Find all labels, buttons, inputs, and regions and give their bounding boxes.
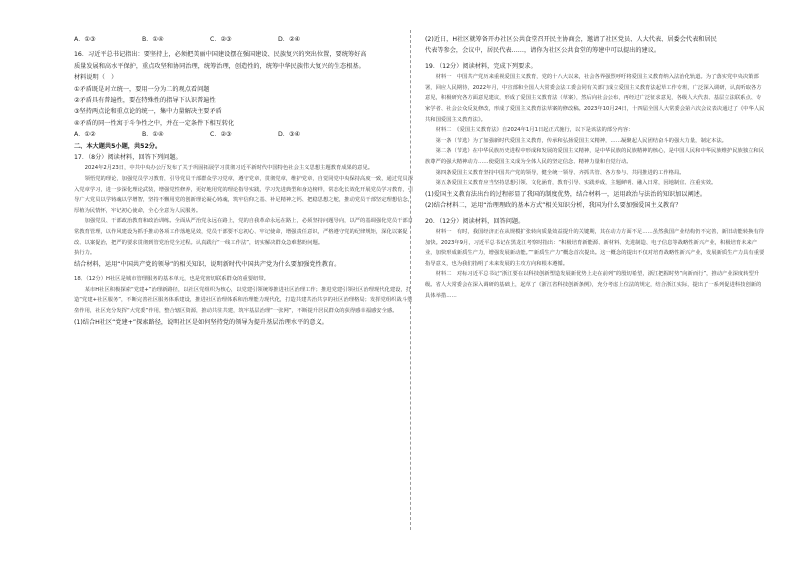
q17-paragraph: 加强党员、干部政治教育和政治训练。全面从严治党永远在路上，党的自我革命永远在路上，必须坚持问题导向，以严的基调强化党员干部日常教育管理，以作风建设为抓手推动各项工作落地见效，党员干部要不忘初心、牢记使命，增强责任意识，严格遵守党的纪律规矩，深化以案促改、以案促治，把严的要求贯彻到管党治党全过程。认真践行“一线工作法”，切实解决群众急难愁盼问题。 [74, 218, 414, 246]
q17-task: 结合材料，运用“中国共产党的领导”的相关知识，说明新时代中国共产党为什么要加强党性教育。 [74, 260, 341, 268]
q20-material-2 [425, 269, 765, 301]
q19-material-1 [425, 72, 765, 125]
law-article: 第五条爱国主义教育应当坚持思想引领、文化涵育，教育引导、实践养成，主题鲜明、融入日常，因地制宜、注重实效。 [435, 180, 717, 187]
material-text: 对标习近平总书记“浙江要在以科技创新塑造发展新优势上走在前列”的殷切希望，浙江把握时势“向新而行”，推动产业深度转型升级。省人大常委会在深入调研的基础上，起草了《浙江省科技创新条例》，充分考虑上位法的规定，结合浙江实际，提出了一系列促进科技创新的具体举措…… [425, 271, 762, 299]
material-text: 《爱国主义教育法》自2024年1月1日起正式施行，以下是该法的部分内容： [456, 127, 634, 134]
q19-material-2 [425, 125, 765, 136]
q17-paragraph: 领悟党的理论，加强党员学习教育，引导党员干部群众学习党章，遵守党章，贯彻党章，维护党章，自觉同党中央保持高度一致，通过党员深入党章学习，进一步深化理论武装，增强党性修养，更好地用党的理论指导实践，学习先进典型和身边榜样，常态化长效化开展党员学习教育，引导广大党员以学铸魂以学增智，坚持不懈用党的创新理论凝心铸魂，筑牢信仰之基、补足精神之钙、把稳思想之舵，推动党员干部坚定理想信念，厚植为民情怀，牢记初心使命，全心全意为人民服务。 [74, 176, 414, 214]
material-label: 材料二 [435, 127, 452, 134]
q16-item: ④矛盾的同一性寓于斗争性之中，并在一定条件下相互转化 [74, 119, 235, 127]
left-column [74, 34, 414, 328]
q16-material: 材料说明（ ） [74, 74, 118, 82]
material-text: 中国共产党历来重视爱国主义教育，党的十八大以来，社会各界强烈呼吁将爱国主义教育纳入法治化轨道。为了落实党中央决策部署，回应人民期待，2022年月，中宣部和全国人大常委会法工委会同有关部门成立爱国主义教育法起草工作专班，广泛深入调研，认真听取各方意见，积极研究各方面意见建议，形成了爱国主义教育法（草案），然后向社会公布，再经过广泛征求意见，各级人大代表、基层立法联系点、专家学者、社会公众反复修改，形成了爱国主义教育法草案的修改稿。2023年10月24日，十四届全国人大常委会第六次会议表决通过了《中华人民共和国爱国主义教育法》。 [425, 74, 765, 123]
q18-2-text: (2)近日，H社区就筹备开办社区公共食堂召开民主协商会，邀请了社区党员、人大代表、居委会代表和居民 [425, 36, 717, 43]
option: B．①④ [142, 131, 164, 139]
q18-paragraph: 某市H社区积极探索“党建+”治理新路径，以社区党组织为核心，以党建引领统筹推进社区治理工作；推进党建引领社区治理现代化建设，打造“党建+社区服务”，不断完善社区服务体系建设，推进社区治理体系和治理能力现代化，打造共建共治共享的社区治理格局；发挥党组织战斗堡垒作用，社区充分发挥“大党委”作用，整合辖区资源，推动共驻共建，筑牢基层治理“一张网”，不断提升居民群众的获得感幸福感安全感。 [74, 286, 413, 314]
column-divider [410, 30, 411, 530]
q17-head: 17．（8分）阅读材料，回答下列问题。 [74, 154, 182, 162]
option: C．②③ [210, 36, 232, 43]
q16-item: ③坚持两点论和重点论的统一，集中力量解决主要矛盾 [74, 108, 222, 116]
right-column [425, 34, 765, 301]
q16-stem: 质量发展和高水平保护，重点攻坚和协同治理，统筹治理，创造性的，统筹中华民族伟大复兴的生态根基。 [74, 62, 365, 70]
q16-option-row [74, 129, 414, 140]
option: D．②④ [278, 36, 301, 43]
law-article: 第四条爱国主义教育坚持中国共产党的领导，健全统一领导、齐抓共管、各方参与、共同推进的工作格局。 [435, 169, 685, 176]
q18-task: (1)结合H社区“党建+”探索路径，说明社区是如何坚持党的领导为提升基层治理水平的意义。 [74, 318, 328, 326]
option: C．②③ [210, 131, 232, 139]
option: D．③④ [278, 131, 301, 139]
material-text: 有时，我国经济正在从规模扩张转向质量效益提升的关键期，其在动力方面不足……虽然我国产业结构仍不完善，新旧动能转换有待加快。2023年9月，习近平总书记在黑龙江考察时指出：“积极培育新能源、新材料、先进制造、电子信息等战略性新兴产业，积极培育未来产业，加快形成新质生产力，增强发展新动能。”“新质生产力”概念首次提出。这一概念的提出不仅对培育战略性新兴产业，发展新质生产力具有重要指导意义，也为我们指明了未来发展的主攻方向和根本遵循。 [425, 228, 765, 267]
material-label: 材料一 [435, 228, 452, 235]
q20-material-1 [425, 227, 765, 269]
q17-paragraph: 执行力。 [74, 250, 96, 257]
q18-2-text: 代表等参会，会议中，居民代表……，请你为社区公共食堂的筹建中可以提出的建议。 [425, 47, 661, 55]
q17-paragraph: 2024年2月23日，中共中央办公厅发布了关于巩固拓展学习贯彻习近平新时代中国特色社会主义思想主题教育成果的意见。 [84, 165, 374, 172]
q16-item: ①矛盾既是对立统一，要用一分为二的观点看问题 [74, 85, 210, 93]
section-heading: 二、本大题共5小题，共52分。 [74, 142, 162, 150]
option: B．①④ [142, 36, 164, 43]
q19-task: (1)爱国主义教育法出台的过程彰显了我国的制度优势，结合材料一，运用政治与法治的知识加以阐述。 [425, 190, 707, 198]
option: A．①③ [74, 36, 96, 43]
material-label: 材料一 [435, 74, 452, 81]
q16-item: ②矛盾具有普遍性，要在特殊性的指导下认识普遍性 [74, 97, 216, 105]
q19-head: 19．（12分）阅读材料，完成下列要求。 [425, 62, 537, 70]
q16-stem: 16．习近平总书记指出：要坚持上，必须把美丽中国建设摆在强国建设、民族复兴的突出位置，要统筹好高 [74, 51, 367, 59]
law-article: 第二条（节选）在中华民族历史进程中形成和发展的爱国主义精神，是中华民族的民族精神的核心，是中国人民和中华民族维护民族独立和民族尊严的强大精神动力……使爱国主义成为全体人民的坚定信念、精神力量和自觉行动。 [425, 148, 765, 165]
law-article: 第一条（节选）为了加强新时代爱国主义教育，传承和弘扬爱国主义精神，……凝聚起人民团结奋斗的强大力量，制定本法。 [435, 137, 727, 144]
q20-head: 20．（12分）阅读材料，回答问题。 [425, 217, 525, 225]
material-label: 材料二 [435, 271, 452, 278]
q18-head: 18．（12分）H社区是城市管理服务的基本单元，也是党密切联系群众的重要纽带。 [74, 276, 269, 283]
option-row-top [74, 34, 414, 45]
option: A．①② [74, 131, 96, 139]
q19-task: (2)结合材料二，运用“治理理政的基本方式”相关知识分析，我国为什么要加强爱国主义教育？ [425, 202, 682, 210]
